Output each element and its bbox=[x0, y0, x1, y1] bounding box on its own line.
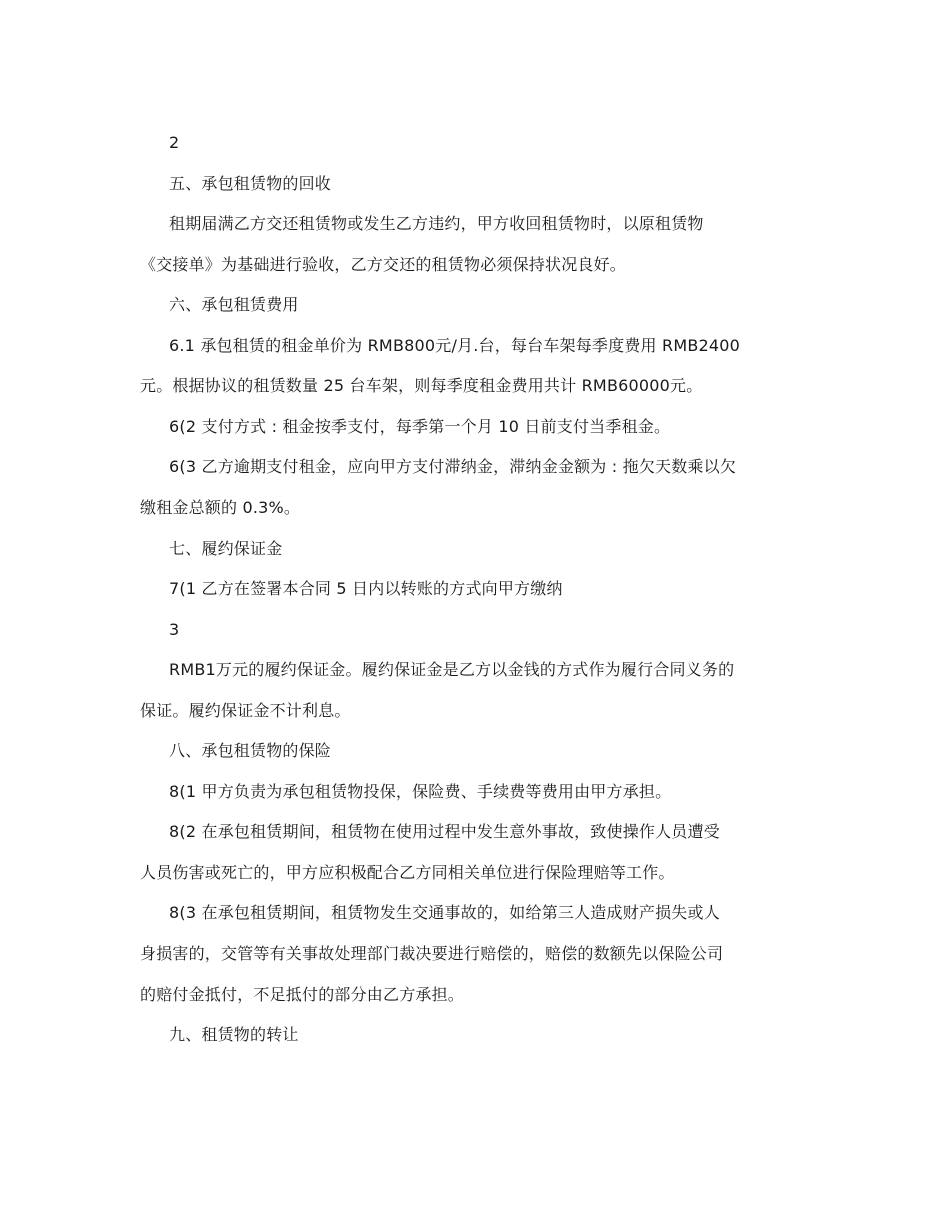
paragraph-line: 元。根据协议的租赁数量 25 台车架，则每季度租金费用共计 RMB60000元。 bbox=[140, 376, 703, 395]
paragraph-line: 租期届满乙方交还租赁物或发生乙方违约，甲方收回租赁物时，以原租赁物 bbox=[169, 214, 704, 233]
page-number: 3 bbox=[169, 620, 180, 639]
paragraph-line: 6(3 乙方逾期支付租金，应向甲方支付滞纳金，滞纳金金额为 : 拖欠天数乘以欠 bbox=[169, 457, 737, 476]
section-heading: 五、承包租赁物的回收 bbox=[169, 174, 332, 193]
paragraph-line: 7(1 乙方在签署本合同 5 日内以转账的方式向甲方缴纳 bbox=[169, 579, 563, 598]
page-number: 2 bbox=[169, 133, 180, 152]
paragraph-line: 8(2 在承包租赁期间，租赁物在使用过程中发生意外事故，致使操作人员遭受 bbox=[169, 822, 720, 841]
paragraph-line: 保证。履约保证金不计利息。 bbox=[140, 701, 351, 720]
section-heading: 六、承包租赁费用 bbox=[169, 295, 299, 314]
section-heading: 七、履约保证金 bbox=[169, 539, 283, 558]
paragraph-line: 人员伤害或死亡的，甲方应积极配合乙方同相关单位进行保险理赔等工作。 bbox=[140, 863, 675, 882]
paragraph-line: 6(2 支付方式 : 租金按季支付，每季第一个月 10 日前支付当季租金。 bbox=[169, 417, 671, 436]
paragraph-line: 6.1 承包租赁的租金单价为 RMB800元/月.台，每台车架每季度费用 RMB2400 bbox=[169, 336, 741, 355]
paragraph-line: 《交接单》为基础进行验收，乙方交还的租赁物必须保持状况良好。 bbox=[140, 255, 627, 274]
paragraph-line: 身损害的，交管等有关事故处理部门裁决要进行赔偿的，赔偿的数额先以保险公司 bbox=[140, 944, 724, 963]
paragraph-line: 缴租金总额的 0.3%。 bbox=[140, 498, 301, 517]
section-heading: 九、租赁物的转让 bbox=[169, 1025, 299, 1044]
paragraph-line: 的赔付金抵付，不足抵付的部分由乙方承担。 bbox=[140, 985, 465, 1004]
paragraph-line: 8(1 甲方负责为承包租赁物投保，保险费、手续费等费用由甲方承担。 bbox=[169, 782, 672, 801]
section-heading: 八、承包租赁物的保险 bbox=[169, 741, 332, 760]
paragraph-line: RMB1万元的履约保证金。履约保证金是乙方以金钱的方式作为履行合同义务的 bbox=[169, 660, 735, 679]
paragraph-line: 8(3 在承包租赁期间，租赁物发生交通事故的，如给第三人造成财产损失或人 bbox=[169, 903, 720, 922]
